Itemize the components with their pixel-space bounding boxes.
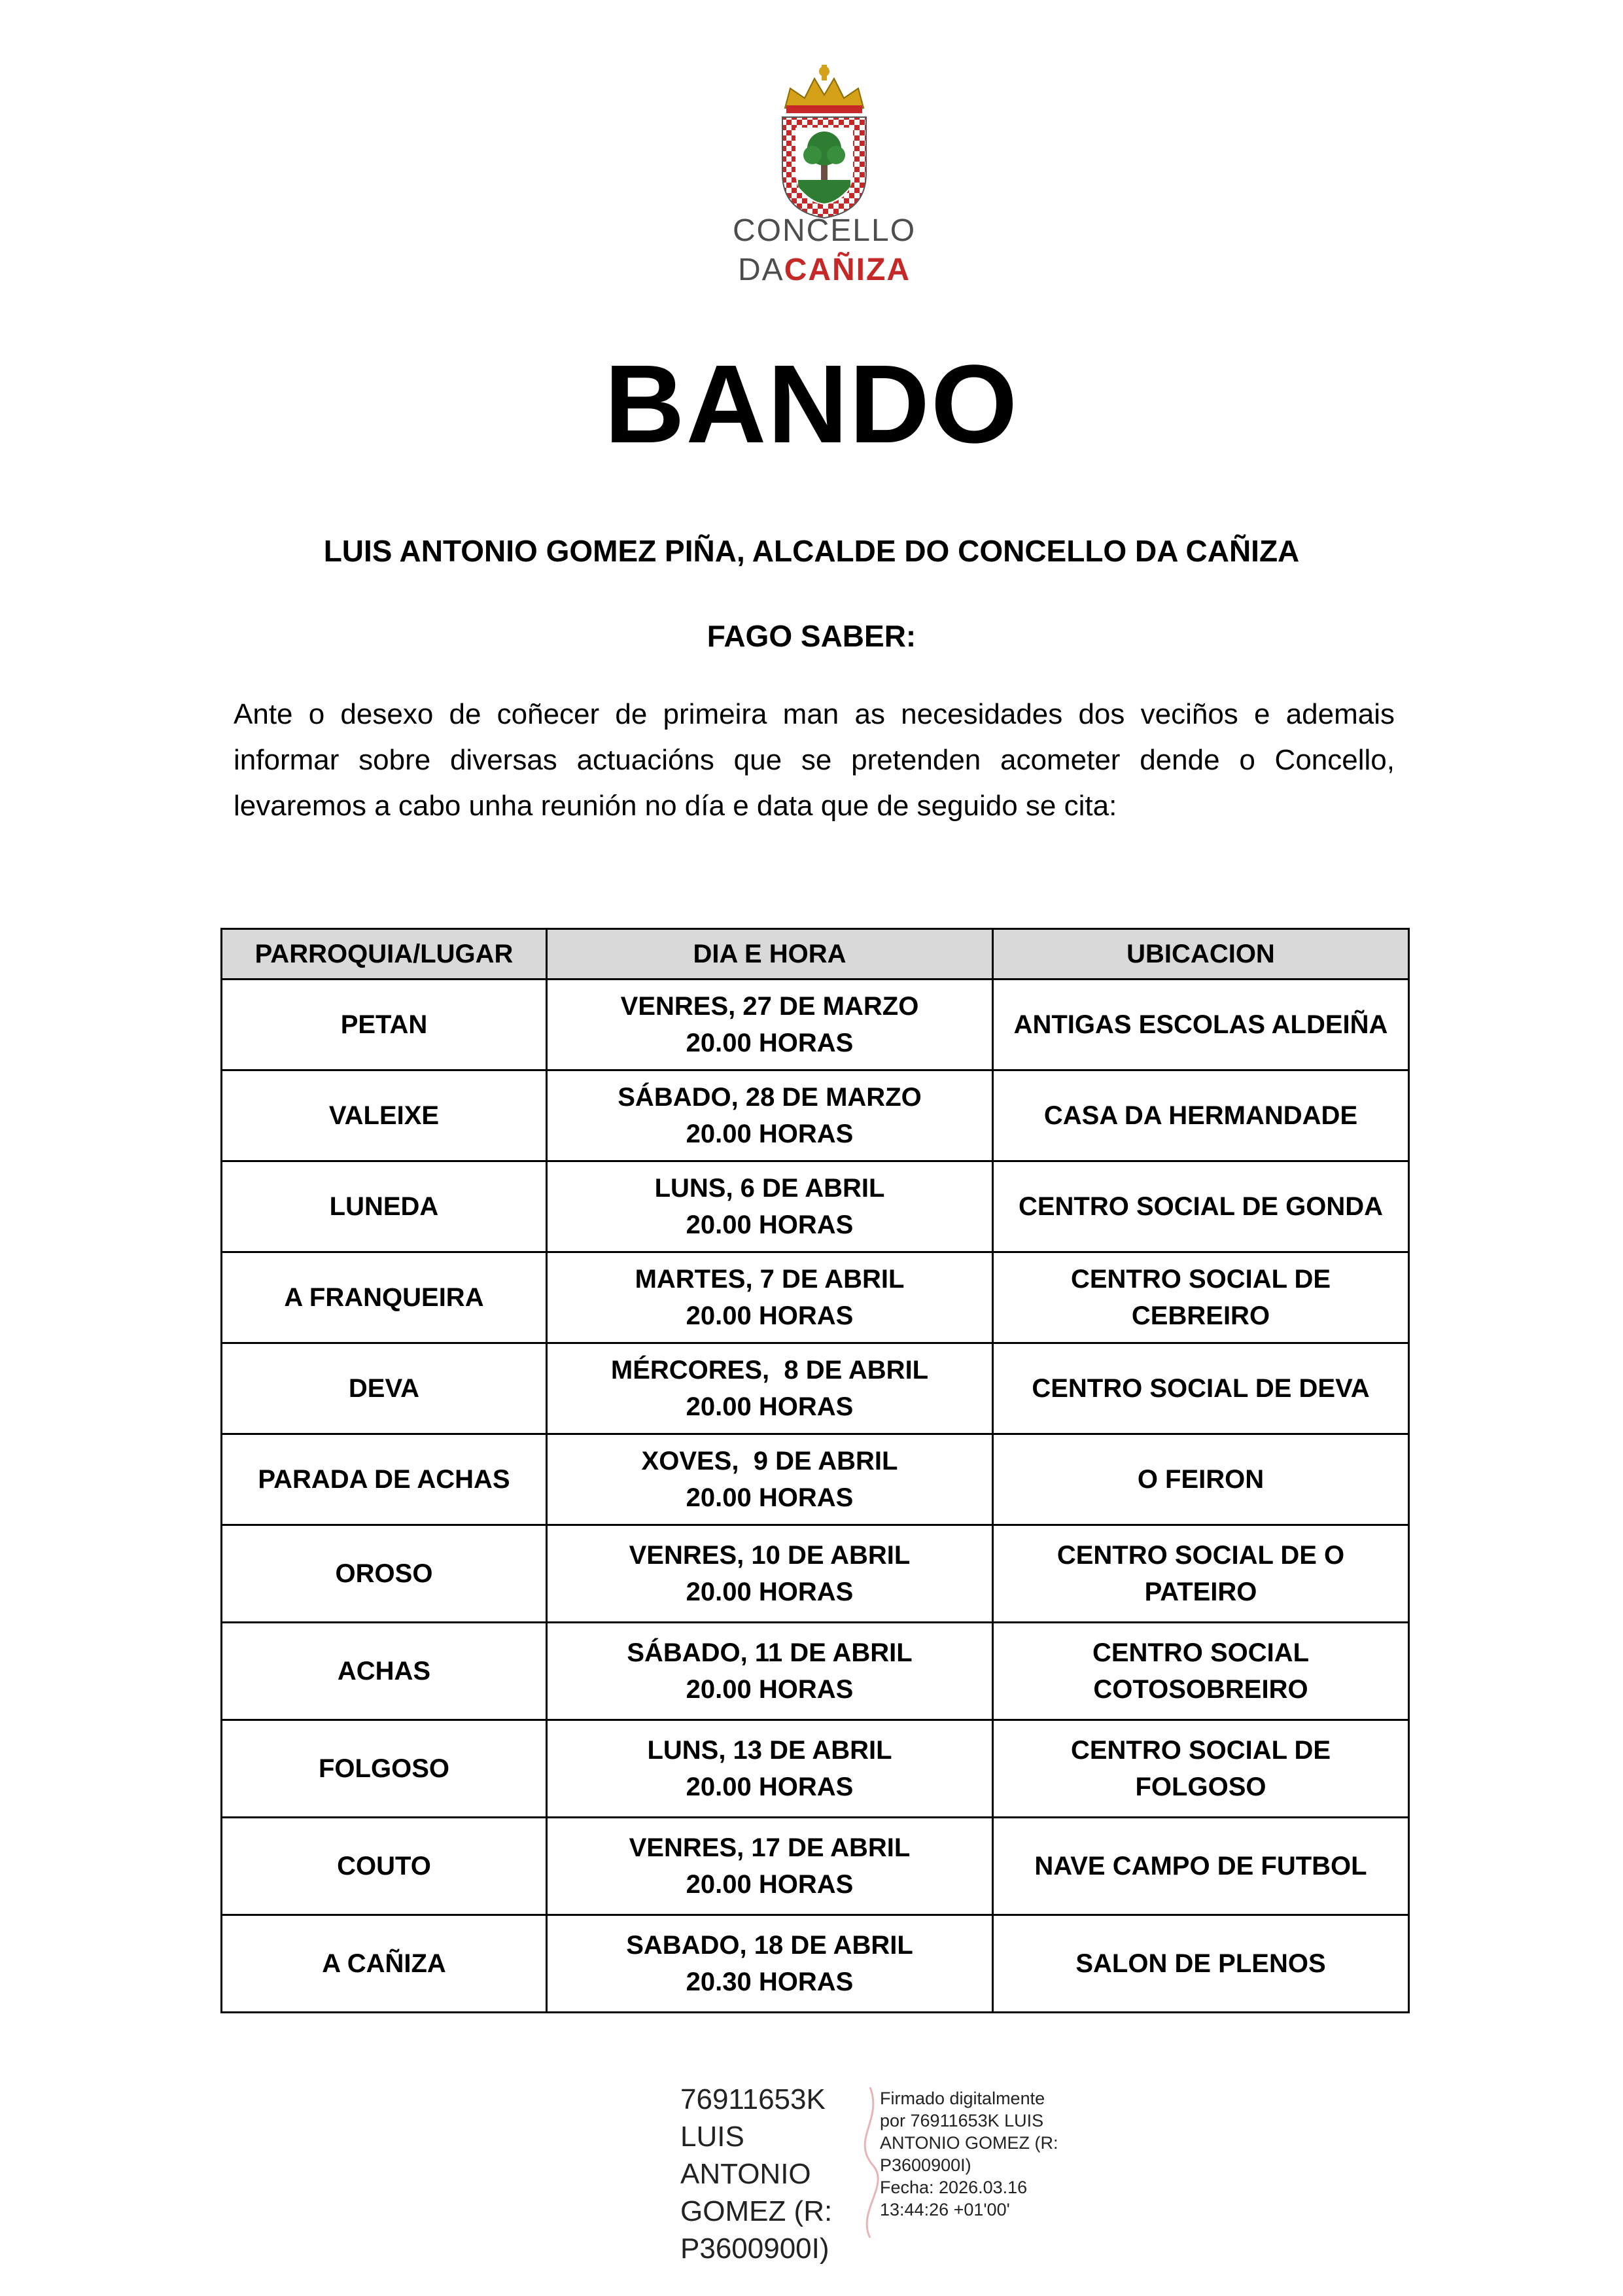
cell-place: ACHAS [222, 1623, 547, 1720]
cell-time: 20.00 HORAS [686, 1210, 854, 1239]
cell-location [993, 1525, 1409, 1623]
table-header-row [222, 929, 1409, 980]
cell-location [993, 1720, 1409, 1818]
cell-time: 20.00 HORAS [686, 1870, 854, 1899]
cell-datetime [547, 1343, 993, 1434]
digital-signature [680, 2081, 1151, 2265]
table-row [222, 1623, 1409, 1720]
cell-day: XOVES, 9 DE ABRIL [641, 1447, 898, 1475]
cell-location-line: CENTRO SOCIAL [1092, 1638, 1310, 1667]
cell-day: VENRES, 17 DE ABRIL [629, 1833, 911, 1862]
cell-place: PETAN [222, 980, 547, 1070]
cell-place: A CAÑIZA [222, 1915, 547, 2013]
signature-line: ANTONIO GOMEZ (R: [880, 2133, 1058, 2153]
cell-datetime [547, 1525, 993, 1623]
cell-location [993, 1252, 1409, 1343]
table-row [222, 1525, 1409, 1623]
cell-time: 20.00 HORAS [686, 1029, 854, 1057]
cell-location-line: CENTRO SOCIAL DE CEBREIRO [1070, 1265, 1331, 1330]
cell-datetime [547, 1623, 993, 1720]
cell-datetime [547, 1070, 993, 1161]
coat-of-arms-icon [739, 62, 909, 219]
cell-location [993, 1434, 1409, 1525]
signature-line: 13:44:26 +01'00' [880, 2200, 1010, 2219]
signer-line: GOMEZ (R: [680, 2195, 833, 2227]
signature-line: P3600900I) [880, 2155, 971, 2175]
cell-location-line: CASA DA HERMANDADE [1043, 1101, 1358, 1130]
cell-time: 20.00 HORAS [686, 1675, 854, 1704]
cell-location [993, 1818, 1409, 1915]
page-title: BANDO [604, 342, 1019, 467]
cell-day: SABADO, 18 DE ABRIL [626, 1931, 913, 1960]
cell-location-line: O FEIRON [1137, 1465, 1265, 1494]
table-row [222, 1818, 1409, 1915]
logo-text-dacaniza [720, 252, 929, 288]
cell-place: PARADA DE ACHAS [222, 1434, 547, 1525]
cell-day: MARTES, 7 DE ABRIL [635, 1265, 905, 1294]
meetings-table [220, 928, 1410, 2013]
cell-location [993, 980, 1409, 1070]
cell-day: VENRES, 10 DE ABRIL [629, 1541, 911, 1570]
cell-time: 20.00 HORAS [686, 1578, 854, 1606]
concello-logo [720, 62, 929, 291]
header-parroquia: PARROQUIA/LUGAR [222, 929, 547, 980]
cell-location-line: SALON DE PLENOS [1075, 1949, 1326, 1978]
header-dia-hora: DIA E HORA [547, 929, 993, 980]
cell-place: OROSO [222, 1525, 547, 1623]
cell-location-line: NAVE CAMPO DE FUTBOL [1034, 1852, 1367, 1881]
cell-location [993, 1915, 1409, 2013]
logo-text-da: DA [738, 253, 784, 287]
cell-datetime [547, 1161, 993, 1252]
cell-place: VALEIXE [222, 1070, 547, 1161]
mayor-heading: LUIS ANTONIO GOMEZ PIÑA, ALCALDE DO CONCELLO DA CAÑIZA [323, 534, 1300, 568]
table-row [222, 1252, 1409, 1343]
cell-place: COUTO [222, 1818, 547, 1915]
table-row [222, 1915, 1409, 2013]
cell-location [993, 1343, 1409, 1434]
fago-saber-heading: FAGO SABER: [707, 619, 916, 653]
table-row [222, 1070, 1409, 1161]
cell-place: A FRANQUEIRA [222, 1252, 547, 1343]
cell-location-line: CENTRO SOCIAL DE DEVA [1032, 1374, 1370, 1403]
signature-line: por 76911653K LUIS [880, 2111, 1044, 2130]
cell-datetime [547, 980, 993, 1070]
signer-line: LUIS ANTONIO [680, 2121, 811, 2190]
signature-line: Fecha: 2026.03.16 [880, 2178, 1028, 2197]
cell-day: SÁBADO, 28 DE MARZO [618, 1083, 922, 1112]
cell-time: 20.00 HORAS [686, 1773, 854, 1801]
cell-day: VENRES, 27 DE MARZO [620, 992, 919, 1021]
cell-datetime [547, 1720, 993, 1818]
cell-place: DEVA [222, 1343, 547, 1434]
cell-time: 20.00 HORAS [686, 1301, 854, 1330]
cell-location-line: CENTRO SOCIAL DE FOLGOSO [1070, 1736, 1331, 1801]
table-row [222, 1434, 1409, 1525]
cell-place: LUNEDA [222, 1161, 547, 1252]
cell-time: 20.00 HORAS [686, 1483, 854, 1512]
cell-location [993, 1070, 1409, 1161]
signature-details [880, 2087, 1102, 2221]
cell-day: MÉRCORES, 8 DE ABRIL [610, 1356, 929, 1385]
table-row [222, 1343, 1409, 1434]
signer-line: P3600900I) [680, 2233, 829, 2265]
cell-time: 20.30 HORAS [686, 1968, 854, 1996]
cell-day: LUNS, 13 DE ABRIL [647, 1736, 892, 1765]
signer-line: 76911653K [680, 2083, 826, 2115]
logo-text-concello: CONCELLO [732, 213, 916, 248]
cell-location-line: CENTRO SOCIAL DE O PATEIRO [1056, 1541, 1345, 1606]
cell-place: FOLGOSO [222, 1720, 547, 1818]
cell-time: 20.00 HORAS [686, 1392, 854, 1421]
intro-paragraph: Ante o desexo de coñecer de primeira man as necesidades dos veciños e ademais informar sobre diversas actuacións que se pretenden acometer dende o Concello, levaremos a cabo unha reunión no día e data que de seguido se cita: [234, 698, 1395, 822]
cell-datetime [547, 1915, 993, 2013]
cell-datetime [547, 1252, 993, 1343]
cell-day: LUNS, 6 DE ABRIL [654, 1174, 885, 1203]
table-row [222, 980, 1409, 1070]
table-row [222, 1720, 1409, 1818]
cell-location-line-2: COTOSOBREIRO [1093, 1675, 1308, 1704]
cell-location [993, 1161, 1409, 1252]
table-row [222, 1161, 1409, 1252]
cell-day: SÁBADO, 11 DE ABRIL [627, 1638, 913, 1667]
cell-datetime [547, 1434, 993, 1525]
header-ubicacion: UBICACION [993, 929, 1409, 980]
cell-datetime [547, 1818, 993, 1915]
cell-time: 20.00 HORAS [686, 1120, 854, 1148]
cell-location-line: ANTIGAS ESCOLAS ALDEIÑA [1013, 1010, 1388, 1039]
logo-text-caniza: CAÑIZA [784, 253, 911, 287]
signature-line: Firmado digitalmente [880, 2089, 1045, 2108]
cell-location-line: CENTRO SOCIAL DE GONDA [1018, 1192, 1384, 1221]
cell-location [993, 1623, 1409, 1720]
